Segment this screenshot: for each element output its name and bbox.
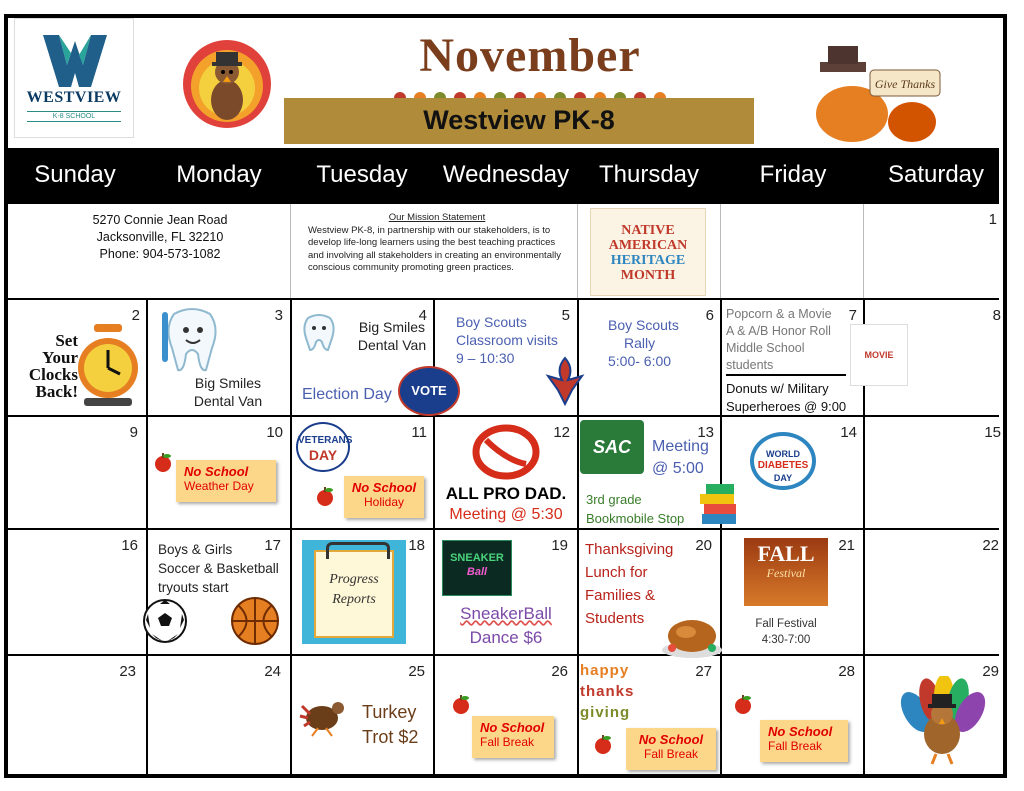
day-monday: Monday <box>176 161 262 188</box>
school-banner <box>284 98 754 144</box>
turkey-icon <box>172 34 282 130</box>
tooth-icon <box>160 304 224 374</box>
election-day-note: Election Day <box>302 386 392 403</box>
boy-scouts-rally-note: Boy Scouts Rally 5:00- 6:00 <box>608 317 679 369</box>
logo-subtitle: K-8 SCHOOL <box>27 111 121 122</box>
fall-festival-note: Fall Festival 4:30-7:00 <box>755 618 817 646</box>
day-number: 2 <box>131 307 140 324</box>
turkey-trot-note: Turkey Trot $2 <box>362 702 419 747</box>
day-number: 3 <box>274 307 283 324</box>
day-number: 8 <box>992 307 1001 324</box>
sac-logo-icon: SAC <box>580 420 644 474</box>
day-number: 12 <box>553 424 570 441</box>
bookmobile-note: 3rd grade Bookmobile Stop <box>586 492 685 526</box>
sneakerball-dance-note: SneakerBall Dance $6 <box>460 604 552 647</box>
thanksgiving-lunch-note: Thanksgiving Lunch for Families & Students <box>585 541 674 627</box>
no-school-sticky-note: No School Fall Break <box>472 716 554 758</box>
week-divider <box>4 528 999 530</box>
day-divider <box>290 204 291 300</box>
day-thursday: Thursday <box>598 161 700 188</box>
popcorn-movie-note: Popcorn & a Movie A & A/B Honor Roll Middle School students <box>726 307 832 372</box>
happy-thanksgiving-graphic: happy thanks giving <box>580 662 635 721</box>
progress-reports-notepad-icon: Progress Reports <box>302 540 406 644</box>
day-number: 1 <box>988 211 997 228</box>
alarm-clock-icon <box>76 322 140 408</box>
address-line: Jacksonville, FL 32210 <box>96 230 224 244</box>
dental-van-note: Big Smiles Dental Van <box>357 319 427 353</box>
day-divider <box>290 298 292 776</box>
day-number: 10 <box>266 424 283 441</box>
day-saturday: Saturday <box>887 161 985 188</box>
day-number: 15 <box>984 424 1001 441</box>
day-number: 4 <box>418 307 427 324</box>
no-school-sticky-note: No School Weather Day <box>176 460 276 502</box>
roast-turkey-icon <box>660 602 724 660</box>
spiral-binding <box>326 542 390 559</box>
all-pro-dad-logo: ALL PRO DAD. <box>445 484 567 503</box>
heritage-word: NATIVE <box>621 223 675 238</box>
world-diabetes-day-icon: WORLD DIABETES DAY <box>750 432 816 490</box>
pilgrim-turkey-icon <box>894 676 990 766</box>
day-number: 13 <box>697 424 714 441</box>
dental-van-note: Big Smiles Dental Van <box>193 375 263 409</box>
apple-icon <box>152 452 174 472</box>
pumpkins-give-thanks-icon <box>812 36 946 146</box>
mission-title: Our Mission Statement <box>388 212 486 223</box>
day-number: 19 <box>551 537 568 554</box>
day-number: 25 <box>408 663 425 680</box>
heritage-word: MONTH <box>620 268 676 283</box>
day-number: 20 <box>695 537 712 554</box>
school-logo <box>14 18 134 138</box>
apple-icon <box>314 486 336 506</box>
day-number: 6 <box>705 307 714 324</box>
basketball-icon <box>230 596 280 646</box>
day-number: 7 <box>848 307 857 324</box>
apple-icon <box>450 694 472 714</box>
soccer-basketball-tryouts-note: Boys & Girls Soccer & Basketball tryouts start <box>158 542 279 595</box>
day-tuesday: Tuesday <box>316 161 408 188</box>
donuts-superheroes-note: Donuts w/ Military Superheroes @ 9:00 <box>726 381 847 414</box>
day-wednesday: Wednesday <box>442 161 570 188</box>
day-number: 11 <box>411 424 427 441</box>
heritage-word: HERITAGE <box>610 253 686 268</box>
apple-icon <box>592 734 614 754</box>
sneakerball-logo-icon: SNEAKER Ball <box>442 540 512 596</box>
month-title: November <box>419 29 641 82</box>
day-friday: Friday <box>759 161 827 188</box>
boy-scouts-emblem-icon <box>544 356 586 406</box>
day-divider <box>863 204 864 300</box>
no-school-sticky-note: No School Holiday <box>344 476 424 518</box>
day-divider <box>720 298 722 776</box>
week-divider <box>4 298 999 300</box>
day-number: 14 <box>840 424 857 441</box>
soccer-ball-icon <box>142 598 188 644</box>
native-american-heritage-month-graphic <box>590 208 706 296</box>
movie-popcorn-icon: MOVIE <box>850 324 908 386</box>
day-number: 21 <box>838 537 855 554</box>
school-name: Westview PK-8 <box>423 105 615 135</box>
veterans-day-badge-icon: VETERANS DAY <box>296 422 350 472</box>
day-number: 9 <box>129 424 138 441</box>
fall-festival-logo-icon: FALL Festival <box>744 538 828 606</box>
give-thanks-text: Give Thanks <box>874 77 936 91</box>
day-sunday: Sunday <box>34 161 116 188</box>
no-school-sticky-note: No School Fall Break <box>760 720 848 762</box>
vote-badge-icon: VOTE <box>398 366 460 416</box>
day-number: 23 <box>119 663 136 680</box>
note-divider <box>726 374 846 376</box>
day-number: 26 <box>551 663 568 680</box>
address-line: 5270 Connie Jean Road <box>92 213 228 227</box>
no-school-sticky-note: No School Fall Break <box>626 728 716 770</box>
day-number: 22 <box>982 537 999 554</box>
day-number: 5 <box>561 307 570 324</box>
heritage-word: AMERICAN <box>608 238 688 253</box>
day-number: 24 <box>264 663 281 680</box>
logo-name: WESTVIEW <box>26 89 122 106</box>
apple-icon <box>732 694 754 714</box>
day-divider <box>146 298 148 776</box>
running-turkey-icon <box>296 696 354 738</box>
day-divider <box>720 204 721 300</box>
football-icon <box>470 420 542 484</box>
day-number: 27 <box>695 663 712 680</box>
day-number: 17 <box>264 537 281 554</box>
all-pro-dad-meeting-note: Meeting @ 5:30 <box>449 506 563 523</box>
set-clocks-back-text: Set Your Clocks Back! <box>28 331 78 401</box>
books-stack-icon <box>698 478 740 526</box>
mission-statement <box>308 212 566 275</box>
day-number: 28 <box>838 663 855 680</box>
w-logo-icon <box>41 31 109 89</box>
day-number: 18 <box>408 537 425 554</box>
weekday-header-row <box>4 148 999 204</box>
sac-meeting-note: Meeting @ 5:00 <box>652 438 709 477</box>
day-number: 29 <box>982 663 999 680</box>
week-divider <box>4 654 999 656</box>
address-phone: Phone: 904-573-1082 <box>99 247 221 261</box>
mission-text: Westview PK-8, in partnership with our stakeholders, is to develop life-long learners using the best teaching practices and involving all stakeholders in creating an environmentally conscious community promoting green practices. <box>308 224 561 273</box>
day-number: 16 <box>121 537 138 554</box>
tooth-icon <box>298 312 340 352</box>
school-address <box>60 212 260 263</box>
boy-scouts-visit-note: Boy Scouts Classroom visits 9 – 10:30 <box>456 314 558 366</box>
day-divider <box>577 204 578 300</box>
